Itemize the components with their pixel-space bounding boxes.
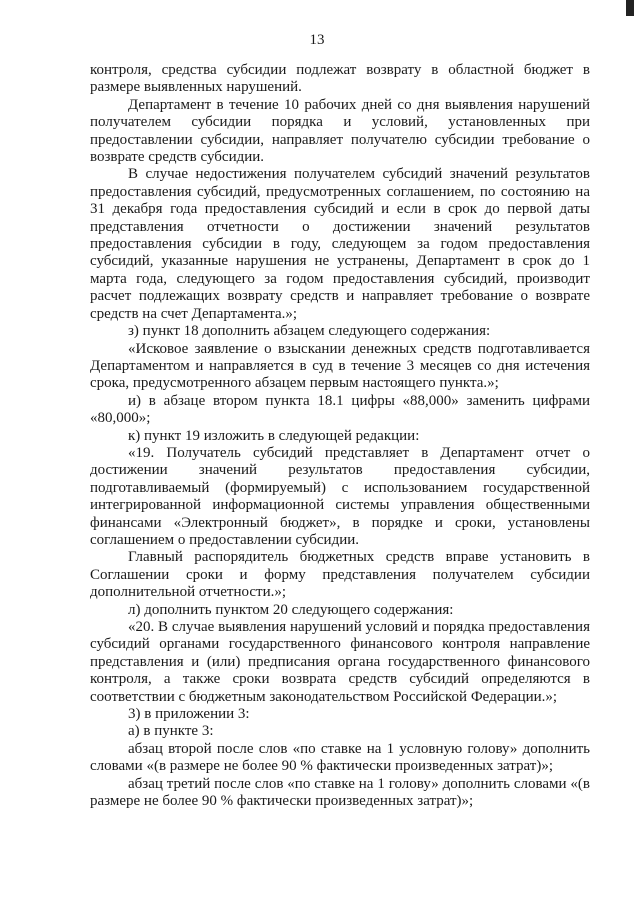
paragraph: л) дополнить пунктом 20 следующего содержания: [128, 601, 454, 618]
paragraph: В случае недостижения получателем субсидий значений результатов предоставления субсидий, предусмотренных соглашением, по состоянию на 31 декабря года предоставления субсидий и если в срок до первой даты представления отчетности о достижении значений результатов предоставления субсидии в году, следующем за годом предоставления субсидий, указанные нарушения не устранены, Департамент в срок до 1 марта года, следующего за годом предоставления субсидий, производит расчет подлежащих возврату средств и направляет требование о возврате средств на счет Департамента.»; [90, 166, 590, 322]
paragraph: контроля, средства субсидии подлежат возврату в областной бюджет в размере выявленных нарушений. [90, 62, 590, 96]
paragraph: Главный распорядитель бюджетных средств вправе установить в Соглашении сроки и форму представления получателем субсидии дополнительной отчетности.»; [90, 549, 590, 601]
paragraph: к) пункт 19 изложить в следующей редакции: [128, 427, 420, 444]
paragraph: и) в абзаце втором пункта 18.1 цифры «88,000» заменить цифрами «80,000»; [90, 392, 590, 427]
paragraph: а) в пункте 3: [128, 723, 214, 740]
scan-corner-mark [626, 0, 634, 16]
paragraph: «19. Получатель субсидий представляет в Департамент отчет о достижении значений результатов предоставления субсидии, подготавливаемый (формируемый) с использованием государственной интегрированной информационной системы управления общественными финансами «Электронный бюджет», в порядке и сроки, установлены соглашением о предоставлении субсидии. [90, 444, 590, 548]
paragraph: «20. В случае выявления нарушений условий и порядка предоставления субсидий органами государственного финансового контроля направление представления и (или) предписания органа государственного финансового контроля, а также сроки возврата средств субсидий определяются в соответствии с бюджетным законодательством Российской Федерации.»; [90, 619, 590, 705]
paragraph: «Исковое заявление о взыскании денежных средств подготавливается Департаментом и направляется в суд в течение 3 месяцев со дня истечения срока, предусмотренного абзацем первым настоящего пункта.»; [90, 340, 590, 392]
paragraph: 3) в приложении 3: [128, 706, 250, 723]
page-number: 13 [309, 32, 325, 48]
paragraph: Департамент в течение 10 рабочих дней со дня выявления нарушений получателем субсидии порядка и условий, установленных при предоставлении субсидии, направляет получателю субсидии требование о возврате средств субсидии. [90, 96, 590, 166]
paragraph: абзац второй после слов «по ставке на 1 условную голову» дополнить словами «(в размере не более 90 % фактически произведенных затрат)»; [90, 740, 590, 775]
paragraph: з) пункт 18 дополнить абзацем следующего содержания: [128, 323, 491, 340]
paragraph: абзац третий после слов «по ставке на 1 голову» дополнить словами «(в размере не более 90 % фактически произведенных затрат)»; [90, 775, 590, 810]
document-body [90, 62, 590, 810]
